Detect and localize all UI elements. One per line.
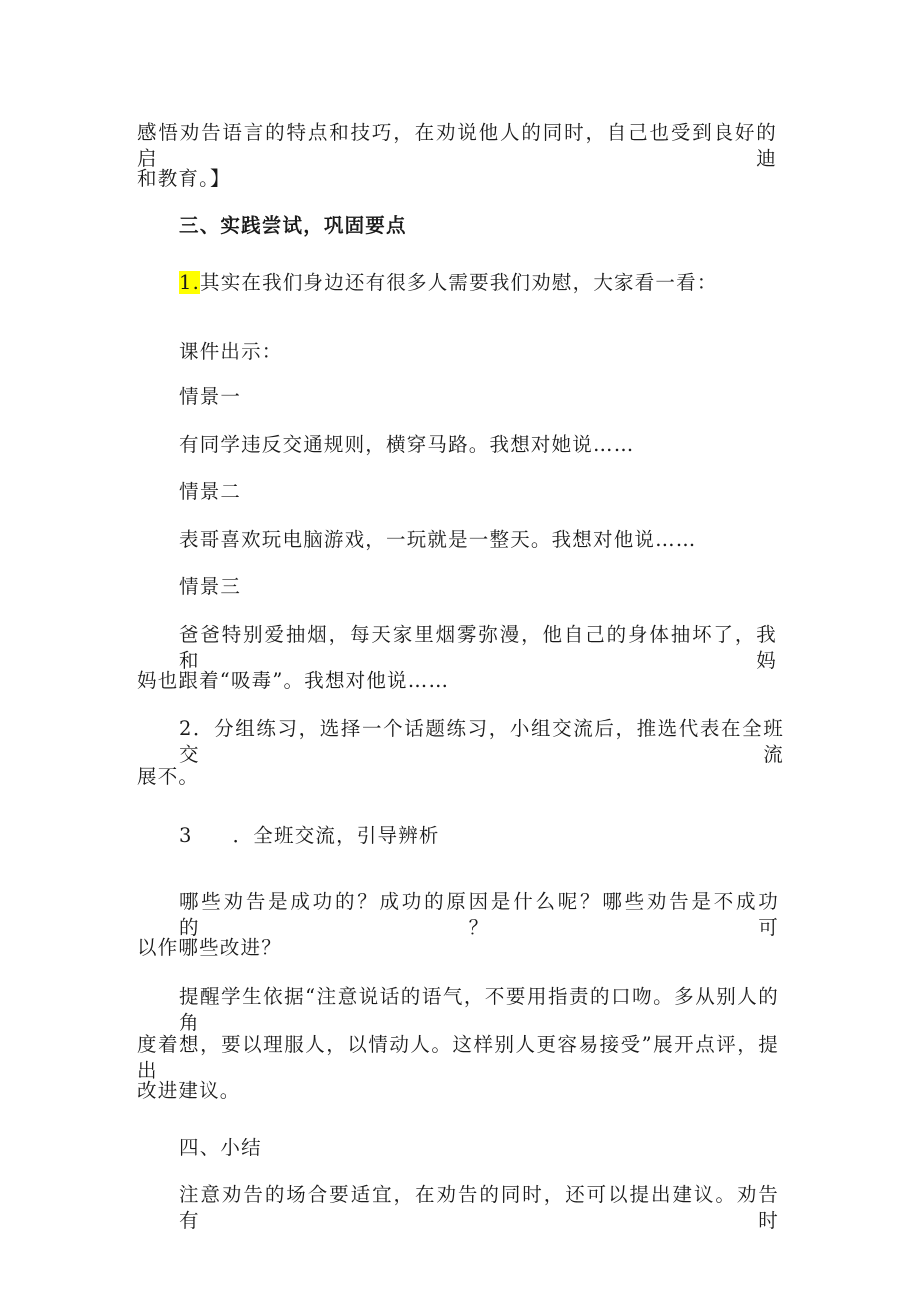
list-item-number: 3 (179, 824, 193, 847)
section-heading: 四、小结 (179, 1136, 262, 1159)
list-item (179, 270, 718, 296)
paragraph-line: 提醒学生依据“注意说话的语气，不要用指责的口吻。多从别人的角 (179, 985, 779, 1034)
paragraph-line: 度着想，要以理服人，以情动人。这样别人更容易接受”展开点评，提出 (137, 1033, 779, 1082)
paragraph-line: 感悟劝告语言的特点和技巧，在劝说他人的同时，自己也受到良好的启迪 (137, 121, 777, 170)
paragraph-line: 哪些劝告是成功的？成功的原因是什么呢？哪些劝告是不成功的？可 (179, 890, 779, 939)
scene-title: 情景一 (179, 385, 242, 408)
list-item: 2．分组练习，选择一个话题练习，小组交流后，推选代表在全班交流 (179, 717, 784, 766)
scene-title: 情景三 (179, 575, 242, 598)
highlighted-number: 1. (179, 271, 201, 294)
scene-text: 表哥喜欢玩电脑游戏，一玩就是一整天。我想对他说…… (179, 528, 697, 551)
paragraph-line: 改进建议。 (137, 1079, 241, 1102)
list-item (179, 823, 440, 849)
list-item-text: ．全班交流，引导辨析 (232, 824, 440, 847)
courseware-label: 课件出示： (179, 340, 283, 363)
paragraph-line: 注意劝告的场合要适宜，在劝告的同时，还可以提出建议。劝告有时 (179, 1183, 779, 1232)
paragraph-line: 和教育。】 (137, 167, 231, 190)
section-heading: 三、实践尝试，巩固要点 (179, 214, 407, 237)
scene-text: 妈也跟着“吸毒”。我想对他说…… (137, 669, 450, 692)
list-item-text: 其实在我们身边还有很多人需要我们劝慰，大家看一看： (200, 271, 718, 294)
paragraph-line: 以作哪些改进？ (137, 936, 282, 959)
list-item: 展不。 (137, 765, 200, 788)
scene-title: 情景二 (179, 480, 242, 503)
scene-text: 爸爸特别爱抽烟，每天家里烟雾弥漫，他自己的身体抽坏了，我和妈 (179, 623, 777, 672)
scene-text: 有同学违反交通规则，横穿马路。我想对她说…… (179, 433, 635, 456)
